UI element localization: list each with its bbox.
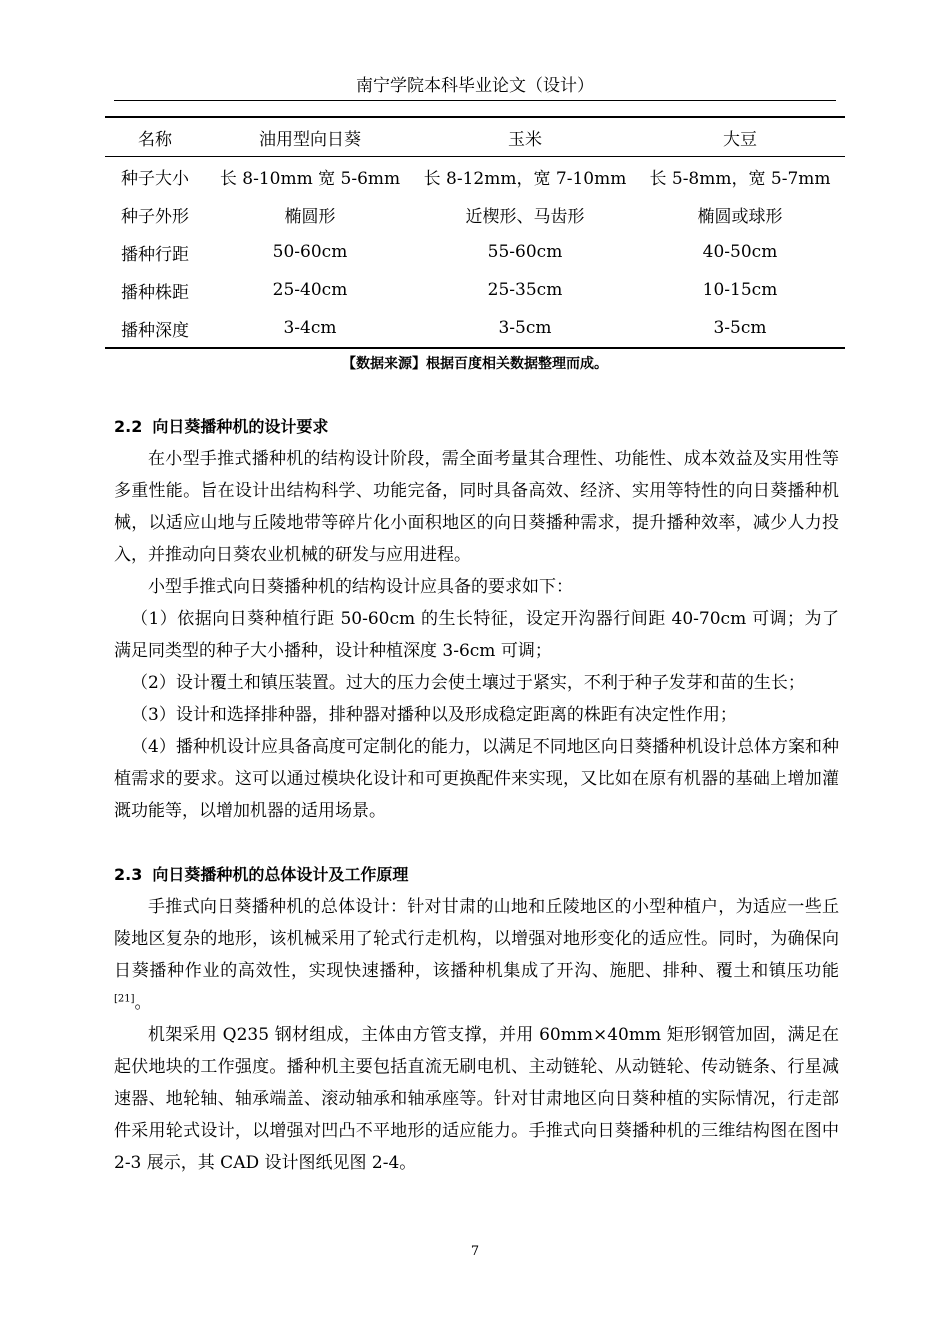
- table-cell: 3-5cm: [713, 318, 767, 338]
- paragraph: 机架采用 Q235 钢材组成，主体由方管支撑，并用 60mm×40mm 矩形钢管加固，满足在起伏地块的工作强度。播种机主要包括直流无刷电机、主动链轮、从动链轮、传动链条、行星减速器、地轮轴、轴承端盖、滚动轴承和轴承座等。针对甘肃地区向日葵种植的实际情况，行走部件采用轮式设计，以增强对凹凸不平地形的适应能力。手推式向日葵播种机的三维结构图在图中 2-3 展示，其 CAD 设计图纸见图 2-4。: [114, 1025, 839, 1173]
- list-item: （4）播种机设计应具备高度可定制化的能力，以满足不同地区向日葵播种机设计总体方案和种植需求的要求。这可以通过模块化设计和可更换配件来实现，又比如在原有机器的基础上增加灌溉功能等，以增加机器的适用场景。: [114, 737, 839, 821]
- header-rule: [114, 100, 836, 101]
- table-header-cell: 大豆: [635, 117, 845, 157]
- table-cell: 25-35cm: [487, 280, 563, 300]
- table-cell: 种子大小: [121, 168, 189, 189]
- table-cell: 播种株距: [121, 282, 189, 303]
- list-item: （3）设计和选择排种器，排种器对播种以及形成稳定距离的株距有决定性作用；: [131, 705, 737, 725]
- list-item: （1）依据向日葵种植行距 50-60cm 的生长特征，设定开沟器行间距 40-70cm 可调；为了满足同类型的种子大小播种，设计种植深度 3-6cm 可调；: [114, 609, 839, 661]
- section-title: 向日葵播种机的总体设计及工作原理: [152, 865, 409, 884]
- table-row: [105, 157, 845, 196]
- table-cell: 25-40cm: [272, 280, 348, 300]
- table-header-cell: 玉米: [415, 117, 635, 157]
- section-2-3: [114, 859, 839, 1179]
- table-cell: 3-5cm: [498, 318, 552, 338]
- citation: [21]: [114, 993, 135, 1005]
- table-cell: 种子外形: [121, 206, 189, 227]
- table-source-note: 【数据来源】根据百度相关数据整理而成。: [342, 356, 608, 372]
- table-cell: 55-60cm: [487, 242, 563, 262]
- paragraph: 在小型手推式播种机的结构设计阶段，需全面考量其合理性、功能性、成本效益及实用性等多重性能。旨在设计出结构科学、功能完备，同时具备高效、经济、实用等特性的向日葵播种机械，以适应山地与丘陵地带等碎片化小面积地区的向日葵播种需求，提升播种效率，减少人力投入，并推动向日葵农业机械的研发与应用进程。: [114, 449, 839, 565]
- section-number: 2.3: [114, 865, 143, 884]
- table-row: [105, 195, 845, 233]
- table-cell: 40-50cm: [702, 242, 778, 262]
- table-header-cell: 名称: [105, 117, 205, 157]
- section-title: 向日葵播种机的设计要求: [152, 417, 329, 436]
- table-cell: 播种行距: [121, 244, 189, 265]
- table-cell: 播种深度: [121, 320, 189, 341]
- table-row: [105, 309, 845, 348]
- table-cell: 长 8-12mm，宽 7-10mm: [423, 168, 627, 189]
- table-cell: 10-15cm: [702, 280, 778, 300]
- page-header: 南宁学院本科毕业论文（设计）: [356, 76, 594, 96]
- section-number: 2.2: [114, 417, 143, 436]
- table-cell: 近楔形、马齿形: [465, 206, 585, 227]
- section-heading: [114, 859, 839, 891]
- section-heading: [114, 411, 839, 443]
- table-cell: 长 5-8mm，宽 5-7mm: [649, 168, 831, 189]
- list-item: （2）设计覆土和镇压装置。过大的压力会使土壤过于紧实，不利于种子发芽和苗的生长；: [131, 673, 805, 693]
- table-row: [105, 271, 845, 309]
- page-number: 7: [470, 1244, 480, 1259]
- section-2-2: [114, 411, 839, 827]
- table-header-row: [105, 117, 845, 157]
- table-cell: 椭圆或球形: [697, 206, 783, 227]
- paragraph-text: 手推式向日葵播种机的总体设计：针对甘肃的山地和丘陵地区的小型种植户，为适应一些丘陵地区复杂的地形，该机械采用了轮式行走机构，以增强对地形变化的适应性。同时，为确保向日葵播种作业的高效性，实现快速播种，该播种机集成了开沟、施肥、排种、覆土和镇压功能: [114, 897, 839, 981]
- table-cell: 50-60cm: [272, 242, 348, 262]
- paragraph-end: 。: [134, 993, 152, 1013]
- table-cell: 椭圆形: [284, 206, 336, 227]
- seed-comparison-table: [105, 116, 845, 349]
- table-cell: 3-4cm: [283, 318, 337, 338]
- table-cell: 长 8-10mm 宽 5-6mm: [219, 168, 401, 189]
- paragraph: 小型手推式向日葵播种机的结构设计应具备的要求如下：: [148, 577, 573, 597]
- table-row: [105, 233, 845, 271]
- paragraph: [114, 891, 839, 1019]
- table-header-cell: 油用型向日葵: [205, 117, 415, 157]
